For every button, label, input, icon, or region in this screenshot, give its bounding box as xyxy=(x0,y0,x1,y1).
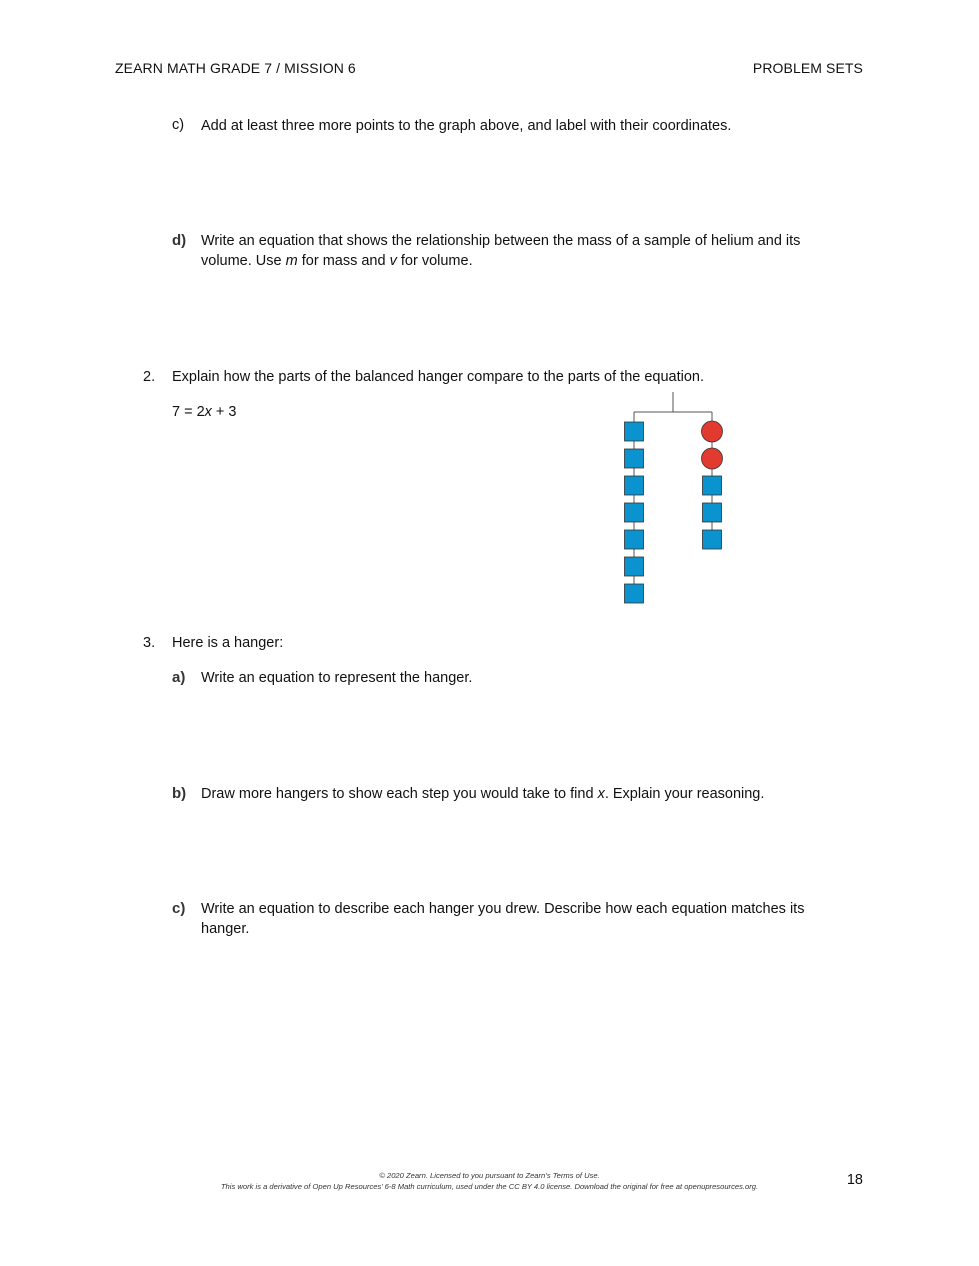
part-1d-line2: volume. Use m for mass and v for volume. xyxy=(201,252,473,269)
part-1d-letter: d) xyxy=(172,232,187,249)
part-3a-text: Write an equation to represent the hanger. xyxy=(201,670,473,686)
left-square-7 xyxy=(625,584,644,603)
part-1d-text xyxy=(201,232,841,271)
balanced-hanger-diagram xyxy=(615,392,735,607)
var-x: x xyxy=(597,786,605,802)
part-1c-text: Add at least three more points to the graph above, and label with their coordinates. xyxy=(201,118,732,134)
problem-2-number: 2. xyxy=(143,369,156,385)
var-v: v xyxy=(389,252,397,269)
left-square-2 xyxy=(625,449,644,468)
right-circle-1 xyxy=(702,421,723,442)
part-3c-text xyxy=(201,900,841,939)
right-square-3 xyxy=(703,476,722,495)
var-m: m xyxy=(285,252,298,269)
hanger-right-side xyxy=(702,412,723,549)
left-square-5 xyxy=(625,530,644,549)
left-square-4 xyxy=(625,503,644,522)
left-square-3 xyxy=(625,476,644,495)
part-3c-line1: Write an equation to describe each hanger you drew. Describe how each equation matches its xyxy=(201,901,805,917)
left-square-6 xyxy=(625,557,644,576)
problem-3-number: 3. xyxy=(143,635,156,651)
problem-3-text: Here is a hanger: xyxy=(172,635,284,651)
left-square-1 xyxy=(625,422,644,441)
right-square-4 xyxy=(703,503,722,522)
var-x: x xyxy=(204,404,212,420)
part-1d-line1: Write an equation that shows the relationship between the mass of a sample of helium and its xyxy=(201,233,801,249)
header-section: PROBLEM SETS xyxy=(752,60,863,76)
header-title: ZEARN MATH GRADE 7 / MISSION 6 xyxy=(115,60,356,76)
part-3b-letter: b) xyxy=(172,785,187,802)
problem-2-text: Explain how the parts of the balanced hanger compare to the parts of the equation. xyxy=(172,369,705,385)
part-3c-line2: hanger. xyxy=(201,920,250,937)
part-1c-letter: c) xyxy=(172,117,185,133)
part-3a-letter: a) xyxy=(172,669,186,686)
part-3c-letter: c) xyxy=(172,900,186,917)
footer-copyright: © 2020 Zearn. Licensed to you pursuant to Zearn’s Terms of Use. xyxy=(379,1171,600,1180)
footer-license: This work is a derivative of Open Up Resources’ 6-8 Math curriculum, used under the CC BY 4.0 license. Download the original for free at openupresources.org. xyxy=(220,1182,759,1191)
page-number: 18 xyxy=(846,1172,863,1188)
right-square-5 xyxy=(703,530,722,549)
part-3b-text: Draw more hangers to show each step you would take to find x. Explain your reasoning. xyxy=(201,786,765,802)
hanger-left-side xyxy=(625,412,644,603)
right-circle-2 xyxy=(702,448,723,469)
problem-2-equation: 7 = 2x + 3 xyxy=(172,404,237,420)
